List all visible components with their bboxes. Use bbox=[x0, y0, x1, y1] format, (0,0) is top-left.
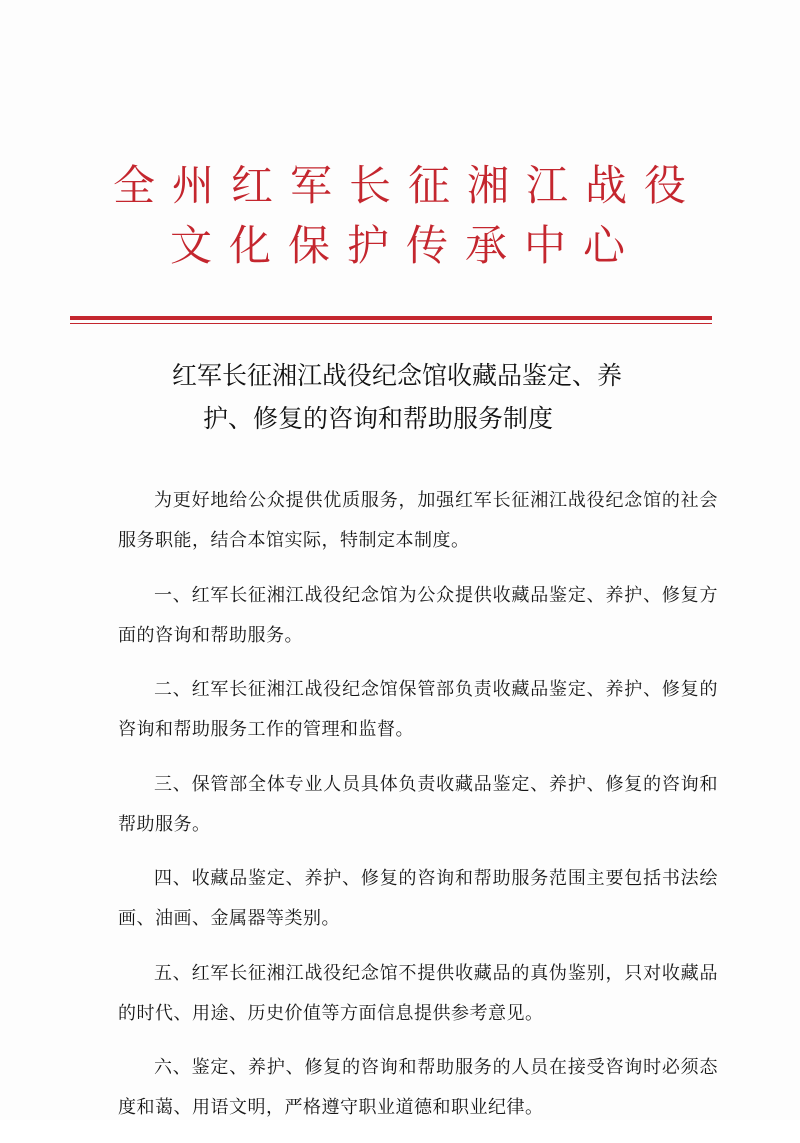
document-title bbox=[0, 354, 800, 440]
letterhead-line-1: 全州红军长征湘江战役 bbox=[112, 161, 703, 210]
paragraph-4: 四、收藏品鉴定、养护、修复的咨询和帮助服务范围主要包括书法绘画、油画、金属器等类别。 bbox=[118, 868, 718, 929]
document-title-line-2: 护、修复的咨询和帮助服务制度 bbox=[203, 404, 554, 433]
paragraph-5: 五、红军长征湘江战役纪念馆不提供收藏品的真伪鉴别，只对收藏品的时代、用途、历史价值等方面信息提供参考意见。 bbox=[118, 962, 718, 1024]
letterhead-line-2: 文化保护传承中心 bbox=[169, 221, 642, 270]
paragraph-2: 二、红军长征湘江战役纪念馆保管部负责收藏品鉴定、养护、修复的咨询和帮助服务工作的管理和监督。 bbox=[118, 679, 718, 740]
paragraph-1: 一、红军长征湘江战役纪念馆为公众提供收藏品鉴定、养护、修复方面的咨询和帮助服务。 bbox=[118, 584, 718, 646]
document-title-line-1: 红军长征湘江战役纪念馆收藏品鉴定、养 bbox=[172, 361, 623, 390]
paragraph-6: 六、鉴定、养护、修复的咨询和帮助服务的人员在接受咨询时必须态度和蔼、用语文明，严格遵守职业道德和职业纪律。 bbox=[118, 1057, 718, 1118]
letterhead-divider-thick bbox=[70, 316, 712, 320]
paragraph-intro: 为更好地给公众提供优质服务，加强红军长征湘江战役纪念馆的社会服务职能，结合本馆实际，特制定本制度。 bbox=[118, 490, 718, 551]
paragraph-3: 三、保管部全体专业人员具体负责收藏品鉴定、养护、修复的咨询和帮助服务。 bbox=[118, 773, 718, 835]
document-body bbox=[118, 481, 718, 1143]
letterhead-divider-thin bbox=[70, 323, 712, 324]
